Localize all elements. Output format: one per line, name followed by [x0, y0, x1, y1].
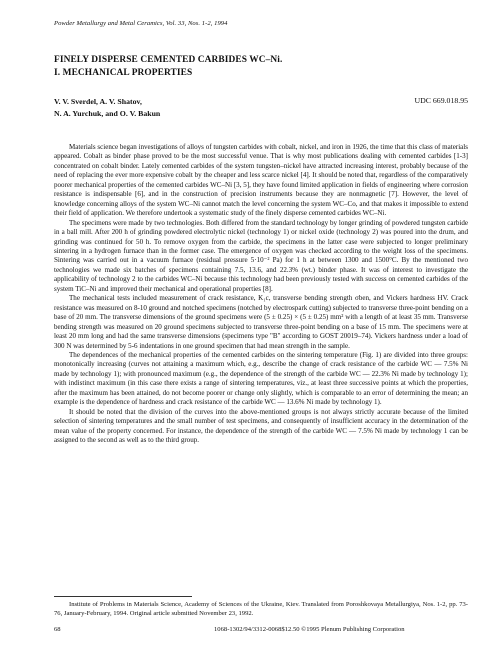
title-line-1: FINELY DISPERSE CEMENTED CARBIDES WC–Ni.	[54, 55, 283, 65]
journal-header: Powder Metallurgy and Metal Ceramics, Vol. 33, Nos. 1-2, 1994	[54, 20, 228, 27]
udc-code: UDC 669.018.95	[414, 96, 468, 105]
page-number: 68	[54, 626, 61, 633]
article-title	[54, 54, 282, 79]
paragraph: It should be noted that the division of the curves into the above-mentioned groups is not always strictly accurate because of the limited selection of sintering temperatures and the small number of test specimens, and consequently of insufficient accuracy in the determination of the mean value of the property concerned. For instance, the dependence of the strength of the carbide WC — 7.5% Ni made by technology 1 can be assigned to the second as well as to the third group.	[54, 407, 468, 445]
paragraph: The dependences of the mechanical properties of the cemented carbides on the sintering temperature (Fig. 1) are divided into three groups: monotonically increasing (curves not attaining a maximum which, e.g., describe the change of crack resistance of the carbide WC — 7.5% Ni made by technology 1); with pronounced maximum (e.g., the dependence of the strength of the carbide WC — 22.3% Ni made by technology 1); with indistinct maximum (in this case there exists a range of sintering temperatures, viz., at least three successive points at which the properties, after the maximum has been attained, do not become poorer or change only slightly, which is comparable to an error of determining the mean; an example is the dependence of hardness and crack resistance of the carbide WC — 13.6% Ni made by technology 1).	[54, 350, 468, 407]
authors-line-2: N. A. Yurchuk, and O. V. Bakun	[54, 109, 161, 118]
title-line-2: I. MECHANICAL PROPERTIES	[54, 67, 193, 78]
footnote: Institute of Problems in Materials Science, Academy of Sciences of the Ukraine, Kiev. Translated from Poroshkovaya Metallurgiya, Nos. 1-2, pp. 73-76, January-February, 1994. Original article submitted November 23, 1992.	[54, 601, 468, 617]
footnote-divider	[54, 596, 192, 597]
paragraph: The mechanical tests included measurement of crack resistance, K₁c, transverse bending strength σben, and Vickers hardness HV. Crack resistance was measured on 8-10 ground and notched specimens (notched by electrospark cutting) subjected to transverse three-point bending on a base of 20 mm. The transverse dimensions of the ground specimens were (5 ± 0.25) × (5 ± 0.25) mm² with a length of at least 35 mm. Transverse bending strength was measured on 20 ground specimens subjected to transverse three-point bending on a base of 15 mm. The specimens were at least 20 mm long and had the same transverse dimensions (specimens type "B" according to GOST 20019–74). Vickers hardness under a load of 300 N was determined by 5-6 indentations in one ground specimen that had mean strength in the sample.	[54, 294, 468, 350]
authors-line-1: V. V. Sverdel, A. V. Shatov,	[54, 97, 142, 106]
paragraph: The specimens were made by two technologies. Both differed from the standard technology by longer grinding of powdered tungsten carbide in a ball mill. After 200 h of grinding powdered electrolytic nickel (technology 1) or nickel oxide (technology 2) was poured into the drum, and grinding was continued for 50 h. To remove oxygen from the carbide, the specimens in the latter case were subjected to longer preliminary sintering in a hydrogen furnace than in the former case. The emergence of oxygen was checked according to the weight loss of the specimens. Sintering was carried out in a vacuum furnace (residual pressure 5·10⁻² Pa) for 1 h at between 1300 and 1500°C. By the mentioned two technologies we made six batches of specimens containing 7.5, 13.6, and 22.3% (wt.) binder phase. It was of interest to investigate the applicability of technology 2 to the carbides WC–Ni because this technology had been previously tested with success on cemented carbides of the system TiC–Ni and improved their mechanical and operational properties [8].	[54, 218, 468, 293]
authors	[54, 96, 160, 120]
article-body	[54, 143, 468, 446]
paragraph: Materials science began investigations of alloys of tungsten carbides with cobalt, nickel, and iron in 1926, the time that this class of materials appeared. Cobalt as binder phase proved to be the most successful venue. That is why most publications dealing with cemented carbides [1-3] concentrated on cobalt binder. Lately cemented carbides of the system tungsten–nickel have attracted increasing interest, probably because of the need of replacing the ever more expensive cobalt by the cheaper and less scarce nickel [4]. It should be noted that, regardless of the comparatively poorer mechanical properties of the cemented carbides WC–Ni [3, 5], they have found limited application in fields of engineering where corrosion resistance is indispensable [6], and in the construction of precision instruments because they are nonmagnetic [7]. However, the level of knowledge concerning alloys of the system WC–Ni cannot match the level concerning the system WC–Co, and that makes it impossible to extend their field of application. We therefore undertook a systematic study of the finely disperse cemented carbides WC–Ni.	[54, 143, 468, 218]
copyright-line: 1068-1302/94/3312-0068$12.50 ©1995 Plenum Publishing Corporation	[214, 626, 405, 633]
